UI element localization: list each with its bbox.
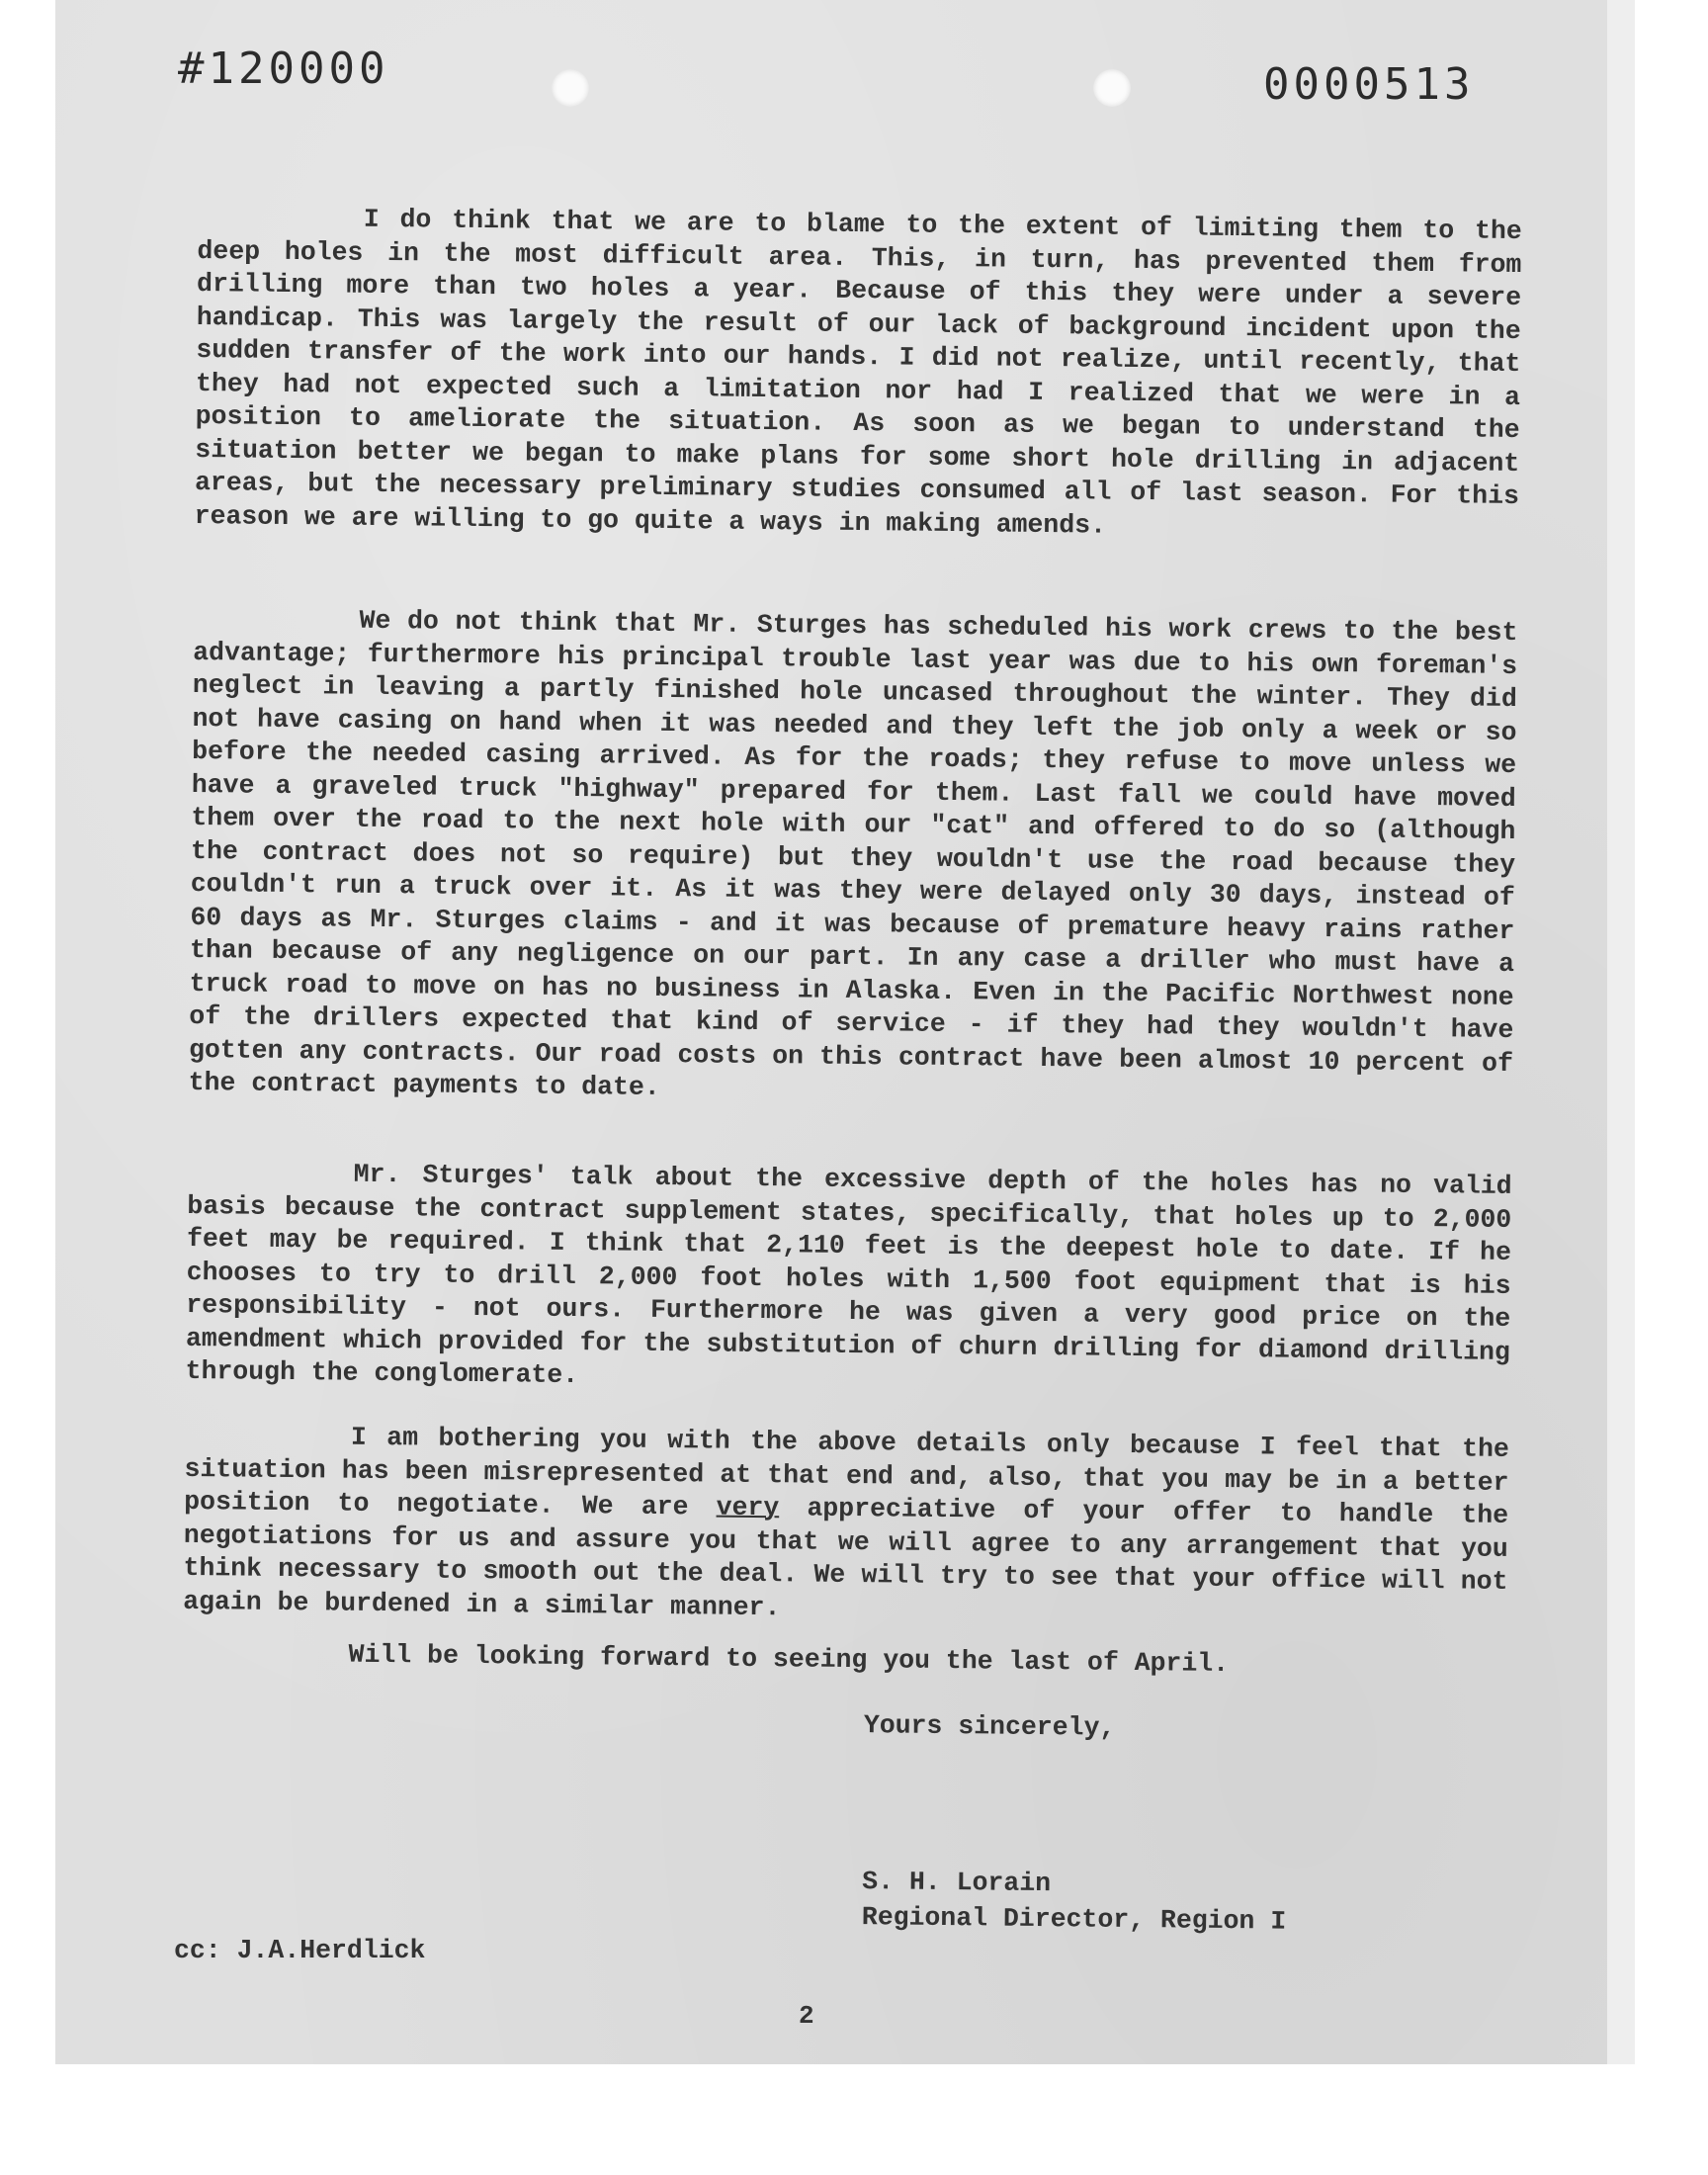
paragraph-3: Mr. Sturges' talk about the excessive depth of the holes has no valid basis because the contract supplement states, specifically, that holes up to 2,000 feet may be required. I think that 2,110 feet is the deepest hole to date. If he chooses to try to drill 2,000 foot holes with 1,500 foot equipment that is his responsibility - not ours. Furthermore he was given a very good price on the amendment which provided for the substitution of churn drilling for diamond drilling through the conglomerate. [185,1159,1528,1391]
paragraph-2: We do not think that Mr. Sturges has scheduled his work crews to the best advantage; furthermore his principal trouble last year was due to his own foreman's neglect in leaving a partly finished hole uncased throughout the winter. They did not have casing on hand when it was needed and they left the job only a week or so before the needed casing arrived. As for the roads; they refuse to move unless we have a graveled truck "highway" prepared for them. Last fall we could have moved them over the road to the next hole with our "cat" and offered to do so (although the contract does not so require) but they wouldn't use the road because they couldn't run a truck over it. As it was they were delayed only 30 days, instead of 60 days as Mr. Sturges claims - and it was because of premature heavy rains rather than because of any negligence on our part. In any case a driller who must have a truck road to move on has no business in Alaska. Even in the Pacific Northwest none of the drillers expected that kind of service - if they had they wouldn't have gotten any contracts. Our road costs on this contract have been almost 10 percent of the contract payments to date. [188,605,1534,1102]
paragraph-5: Will be looking forward to seeing you the last of April. [348,1639,1230,1680]
signer-title: Regional Director, Region I [861,1902,1287,1937]
paragraph-4 [183,1420,1525,1632]
page-number: 2 [799,2001,814,2031]
punch-hole-left [552,69,589,107]
paragraph-4-text-start: I am bothering you with the above details only because I feel that the situation has been misrepresented at that end and, also, that you may be in a better position to negotiate. We are [184,1422,1525,1522]
carbon-copy-line: cc: J.A.Herdlick [174,1936,426,1965]
paragraph-1: I do think that we are to blame to the extent of limiting them to the deep holes in the most difficult area. This, in turn, has prevented them from drilling more than two holes a year. Because of this they were under a severe handicap. This was largely the result of our lack of background incident upon the sudden transfer of the work into our hands. I did not realize, until recently, that they had not expected such a limitation nor had I realized that we were in a position to ameliorate the situation. As soon as we began to understand the situation better we began to make plans for some short hole drilling in adjacent areas, but the necessary preliminary studies consumed all of last season. For this reason we are willing to go quite a ways in making amends. [194,204,1538,541]
signer-name: S. H. Lorain [862,1867,1052,1899]
salutation: Yours sincerely, [863,1710,1116,1743]
paragraph-4-emphasis: very [716,1492,780,1523]
letter-body [181,202,1542,1937]
punch-hole-right [1093,69,1131,107]
right-page-stamp: 0000513 [1263,59,1475,110]
paragraph-4-text-end: appreciative of your offer to handle the negotiations for us and assure you that we will agree to any arrangement that you think necessary to smooth out the deal. We will try to see that your office will not again be burdened in a similar manner. [183,1493,1525,1622]
left-file-stamp: #120000 [178,44,389,94]
page-edge-strip [1607,0,1635,2064]
